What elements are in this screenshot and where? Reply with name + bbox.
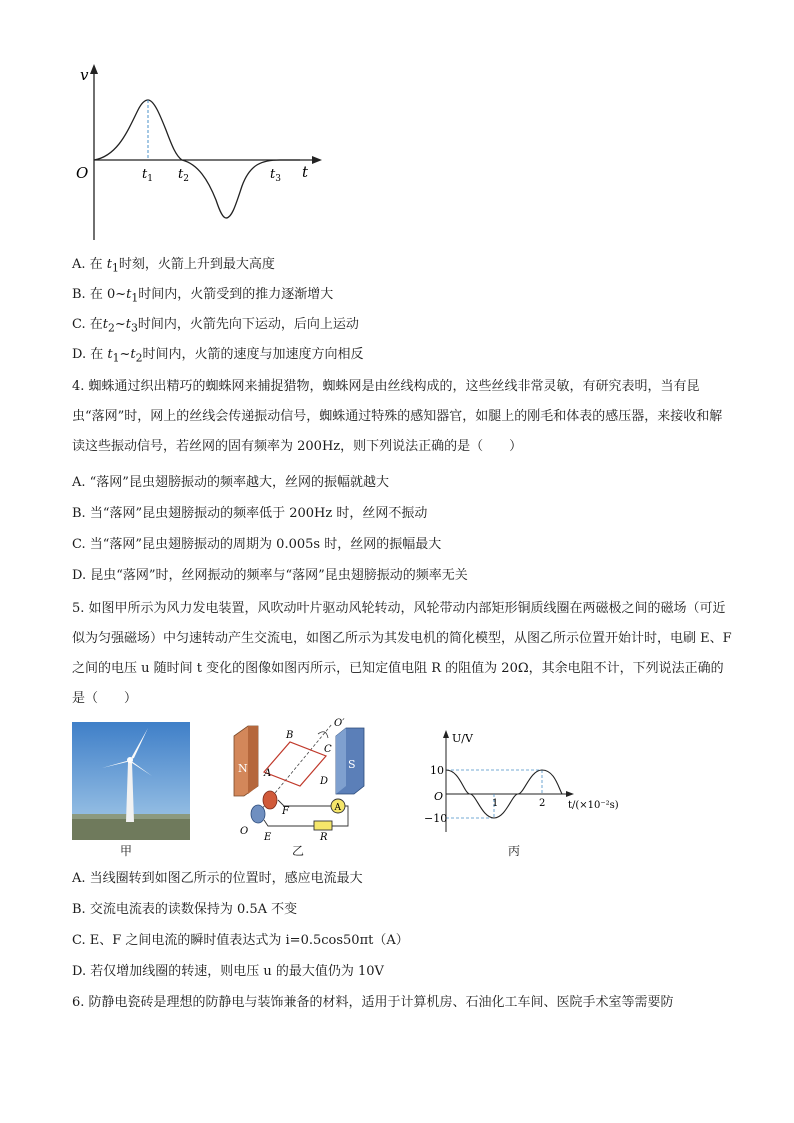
label-f: F: [282, 806, 289, 817]
s-label: S: [348, 758, 356, 771]
time-axis-label: t/(×10⁻²s): [568, 800, 619, 811]
q4-option-b: B. 当“落网”昆虫翅膀振动的频率低于 200Hz 时，丝网不振动: [72, 506, 428, 521]
label-a: A: [264, 768, 272, 779]
label-e: E: [264, 832, 272, 843]
caption-jia: 甲: [120, 844, 133, 858]
voltage-time-graph: [420, 728, 630, 836]
caption-bing: 丙: [508, 844, 521, 858]
label-o-prime: O′: [334, 718, 345, 729]
q3-option-c: C. 在$t_2\sim t_3$时间内，火箭先向下运动，后向上运动: [72, 317, 359, 335]
label-b: B: [286, 730, 294, 741]
t-axis-arrow: [312, 156, 322, 164]
slip-ring-1: [263, 791, 277, 809]
coil: [264, 742, 329, 787]
q4-stem: 4. 蜘蛛通过织出精巧的蜘蛛网来捕捉猎物，蜘蛛网是由丝线构成的，这些丝线非常灵敏，有研究表明，当有昆虫“落网”时，网上的丝线会传递振动信号，蜘蛛通过特殊的感知器官，如腿上的刚毛和体表的感压器，来接收和解读这些振动信号，若丝网的固有频率为 200Hz，则下列说法正确的是（ ）: [72, 379, 723, 454]
origin-o: O: [434, 790, 444, 803]
velocity-time-graph: [70, 60, 330, 245]
t-axis-label: t: [302, 163, 309, 181]
x-tick-1: 1: [492, 798, 499, 809]
n-label: N: [238, 762, 248, 775]
t3-label: $t_3$: [270, 167, 281, 184]
q6-stem: 6. 防静电瓷砖是理想的防静电与装饰兼备的材料，适用于计算机房、石油化工车间、医院手术室等需要防: [72, 995, 674, 1010]
t1-label: $t_1$: [142, 167, 153, 184]
label-r: R: [320, 832, 328, 843]
wind-turbine-photo: [72, 722, 190, 840]
label-c: C: [324, 744, 332, 755]
label-d: D: [320, 776, 329, 787]
x-tick-2: 2: [539, 798, 546, 809]
q5-option-d: D. 若仅增加线圈的转速，则电压 u 的最大值仍为 10V: [72, 964, 384, 979]
q5-stem: 5. 如图甲所示为风力发电装置，风吹动叶片驱动风轮转动，风轮带动内部矩形铜质线圈在两磁极之间的磁场（可近似为匀强磁场）中匀速转动产生交流电，如图乙所示为其发电机的简化模型，从图乙所示位置开始计时，电刷 E、F 之间的电压 u 随时间 t 变化的图像如图丙所示，已知定值电阻 R 的阻值为 20Ω，其余电阻不计，下列说法正确的是（ ）: [72, 601, 732, 706]
u-axis-label: U/V: [452, 732, 473, 745]
q5-option-a: A. 当线圈转到如图乙所示的位置时，感应电流最大: [72, 871, 363, 886]
caption-yi: 乙: [292, 844, 305, 858]
ammeter-label: A: [334, 803, 341, 813]
q3-option-b: B. 在 $0\sim t_1$时间内，火箭受到的推力逐渐增大: [72, 287, 334, 305]
resistor: [314, 821, 332, 830]
y-tick-neg10: −10: [424, 812, 448, 825]
q3-option-a: A. 在 $t_1$时刻，火箭上升到最大高度: [72, 257, 275, 275]
velocity-curve: [94, 100, 300, 218]
label-o: O: [240, 826, 249, 837]
q4-option-c: C. 当“落网”昆虫翅膀振动的周期为 0.005s 时，丝网的振幅最大: [72, 537, 442, 552]
q3-option-d: D. 在 $t_1\sim t_2$时间内，火箭的速度与加速度方向相反: [72, 347, 364, 365]
circuit-wire-bottom: [264, 820, 314, 826]
q5-option-c: C. E、F 之间电流的瞬时值表达式为 i=0.5cos50πt（A）: [72, 933, 409, 948]
generator-model-diagram: [228, 716, 378, 846]
slip-ring-2: [251, 805, 265, 823]
v-axis-arrow: [90, 64, 98, 74]
y-tick-10: 10: [430, 764, 444, 777]
q5-option-b: B. 交流电流表的读数保持为 0.5A 不变: [72, 902, 298, 917]
v-axis-label: v: [80, 66, 89, 84]
origin-label: O: [76, 164, 89, 182]
t2-label: $t_2$: [178, 167, 189, 184]
q4-option-d: D. 昆虫“落网”时，丝网振动的频率与“落网”昆虫翅膀振动的频率无关: [72, 568, 468, 583]
q4-option-a: A. “落网”昆虫翅膀振动的频率越大，丝网的振幅就越大: [72, 475, 389, 490]
